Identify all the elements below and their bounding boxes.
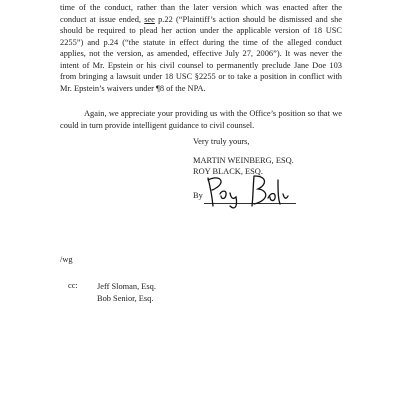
- body-paragraph-1: [60, 2, 342, 94]
- valediction: Very truly yours,: [193, 137, 250, 146]
- signer-name-weinberg: MARTIN WEINBERG, ESQ.: [193, 156, 294, 165]
- para1-text-b: p.22 (“Plaintiff’s action should be dismissed and she should be required to plead her action under the applicable version of 18 USC 2255”) and p.24 (“the statute in effect during the time of the alleged conduct applies, not the version, as amended, effective July 27, 2006”). It was never the intent of Mr. Epstein or his civil counsel to permanently preclude Jane Doe 103 from bringing a lawsuit under 18 USC §2255 or to take a position in conflict with Mr. Epstein’s waivers under ¶8 of the NPA.: [60, 14, 342, 93]
- cc-recipient-list: [97, 281, 156, 304]
- typist-initials: /wg: [60, 255, 73, 264]
- cc-label: cc:: [68, 281, 78, 290]
- body-paragraph-2: Again, we appreciate your providing us with the Office’s position so that we could in turn provide intelligent guidance to civil counsel.: [60, 109, 342, 130]
- cc-recipient: Bob Senior, Esq.: [97, 293, 154, 303]
- para1-text-a: time of the conduct, rather than the later version which was enacted after the conduct at issue ended,: [60, 3, 342, 24]
- by-label: By: [193, 191, 203, 200]
- signer-name-black: ROY BLACK, ESQ.: [193, 167, 263, 176]
- cc-recipient: Jeff Sloman, Esq.: [97, 282, 156, 291]
- see-citation: see: [144, 14, 155, 24]
- handwritten-signature: [198, 170, 298, 210]
